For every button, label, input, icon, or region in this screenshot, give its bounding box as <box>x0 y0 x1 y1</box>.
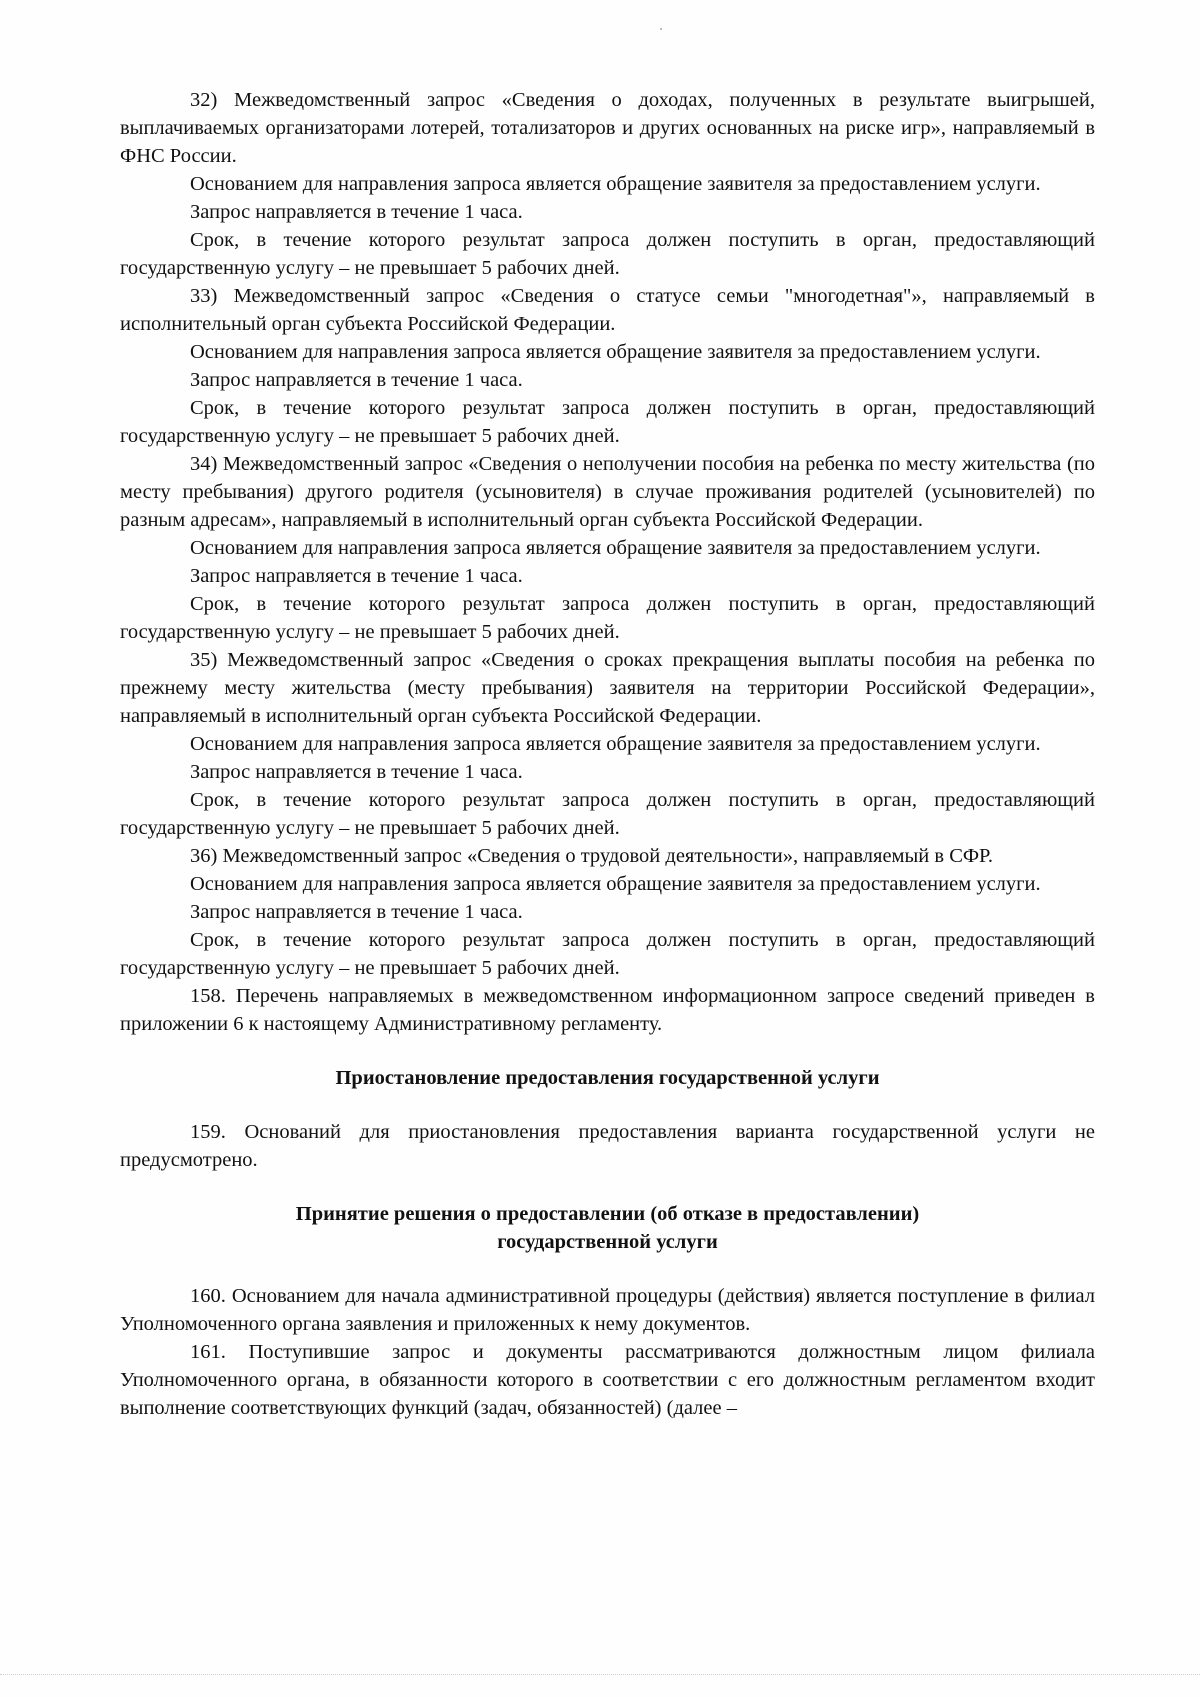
paragraph-basis: Основанием для направления запроса является обращение заявителя за предоставлением услуги. <box>190 733 1041 755</box>
spacer <box>120 1174 1095 1200</box>
paragraph-deadline: Срок, в течение которого результат запроса должен поступить в орган, предоставляющий государственную услугу – не превышает 5 рабочих дней. <box>120 929 1095 979</box>
paragraph-36: 36) Межведомственный запрос «Сведения о трудовой деятельности», направляемый в СФР. <box>190 845 994 867</box>
paragraph-deadline: Срок, в течение которого результат запроса должен поступить в орган, предоставляющий государственную услугу – не превышает 5 рабочих дней. <box>120 229 1095 279</box>
paragraph-deadline: Срок, в течение которого результат запроса должен поступить в орган, предоставляющий государственную услугу – не превышает 5 рабочих дней. <box>120 593 1095 643</box>
document-body <box>120 86 1095 1422</box>
paragraph-161: 161. Поступившие запрос и документы рассматриваются должностным лицом филиала Уполномоченного органа, в обязанности которого в соответствии с его должностным регламентом входит выполнение соответствующих функций (задач, обязанностей) (далее – <box>120 1341 1095 1419</box>
paragraph-35: 35) Межведомственный запрос «Сведения о сроках прекращения выплаты пособия на ребенка по прежнему месту жительства (месту пребывания) заявителя на территории Российской Федерации», направляемый в исполнительный орган субъекта Российской Федерации. <box>120 649 1095 727</box>
paragraph-basis: Основанием для направления запроса является обращение заявителя за предоставлением услуги. <box>190 341 1041 363</box>
paragraph-159: 159. Оснований для приостановления предоставления варианта государственной услуги не предусмотрено. <box>120 1121 1095 1171</box>
paragraph-32: 32) Межведомственный запрос «Сведения о доходах, полученных в результате выигрышей, выплачиваемых организаторами лотерей, тотализаторов и других основанных на риске игр», направляемый в ФНС России. <box>120 89 1095 167</box>
paragraph-158: 158. Перечень направляемых в межведомственном информационном запросе сведений приведен в приложении 6 к настоящему Административному регламенту. <box>120 985 1095 1035</box>
paragraph-160: 160. Основанием для начала административной процедуры (действия) является поступление в филиал Уполномоченного органа заявления и приложенных к нему документов. <box>120 1285 1095 1335</box>
paragraph-33: 33) Межведомственный запрос «Сведения о статусе семьи "многодетная"», направляемый в исполнительный орган субъекта Российской Федерации. <box>120 285 1095 335</box>
spacer <box>120 1256 1095 1282</box>
paragraph-timing: Запрос направляется в течение 1 часа. <box>190 369 523 391</box>
spacer <box>120 1038 1095 1064</box>
paragraph-timing: Запрос направляется в течение 1 часа. <box>190 901 523 923</box>
spacer <box>120 1092 1095 1118</box>
section-heading-decision-line1: Принятие решения о предоставлении (об отказе в предоставлении) <box>295 1203 920 1225</box>
paragraph-timing: Запрос направляется в течение 1 часа. <box>190 761 523 783</box>
section-heading-decision-line2: государственной услуги <box>497 1231 718 1253</box>
section-heading-suspension: Приостановление предоставления государственной услуги <box>335 1067 880 1089</box>
scan-edge-line <box>0 1673 1200 1675</box>
paragraph-deadline: Срок, в течение которого результат запроса должен поступить в орган, предоставляющий государственную услугу – не превышает 5 рабочих дней. <box>120 397 1095 447</box>
scan-speck <box>660 28 662 30</box>
paragraph-deadline: Срок, в течение которого результат запроса должен поступить в орган, предоставляющий государственную услугу – не превышает 5 рабочих дней. <box>120 789 1095 839</box>
paragraph-34: 34) Межведомственный запрос «Сведения о неполучении пособия на ребенка по месту жительства (по месту пребывания) другого родителя (усыновителя) в случае проживания родителей (усыновителей) по разным адресам», направляемый в исполнительный орган субъекта Российской Федерации. <box>120 453 1095 531</box>
paragraph-basis: Основанием для направления запроса является обращение заявителя за предоставлением услуги. <box>190 873 1041 895</box>
paragraph-basis: Основанием для направления запроса является обращение заявителя за предоставлением услуги. <box>190 537 1041 559</box>
paragraph-basis: Основанием для направления запроса является обращение заявителя за предоставлением услуги. <box>190 173 1041 195</box>
paragraph-timing: Запрос направляется в течение 1 часа. <box>190 565 523 587</box>
paragraph-timing: Запрос направляется в течение 1 часа. <box>190 201 523 223</box>
